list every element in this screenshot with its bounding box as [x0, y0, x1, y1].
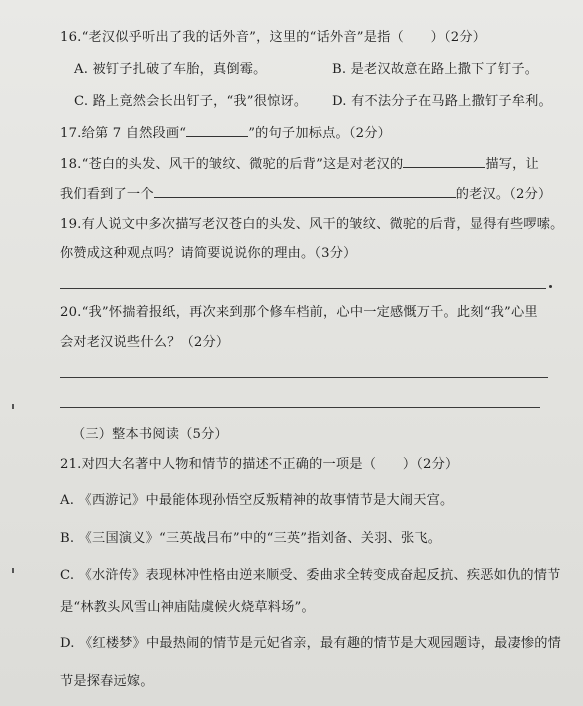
q17-blank — [186, 122, 248, 137]
q18-text-part4: 的老汉。（2分） — [455, 187, 552, 202]
q21-option-c-line1: C. 《水浒传》表现林冲性格由逆来顺受、委曲求全转变成奋起反抗、疾恶如仇的情节 — [60, 568, 561, 583]
q17-text-before: 17.给第 7 自然段画“ — [60, 126, 187, 141]
q16-option-d: D. 有不法分子在马路上撒钉子牟利。 — [332, 94, 552, 109]
q20-line1: 20.“我”怀揣着报纸，再次来到那个修车档前，心中一定感慨万千。此刻“我”心里 — [60, 305, 538, 320]
q19-line1: 19.有人说文中多次描写老汉苍白的头发、风干的皱纹、微驼的后背，显得有些啰嗦。 — [60, 217, 564, 232]
section3-title: （三）整本书阅读（5分） — [72, 427, 228, 442]
q21-option-d-line2: 节是探春远嫁。 — [60, 674, 154, 689]
q16-option-b: B. 是老汉故意在路上撒下了钉子。 — [332, 62, 539, 77]
q18-blank-2 — [154, 183, 456, 198]
q18-text-part1: 18.“苍白的头发、风干的皱纹、微驼的后背”这是对老汉的 — [60, 157, 404, 172]
paper-edge-mark — [12, 404, 14, 409]
q18-blank-1 — [403, 153, 485, 168]
q19-line2: 你赞成这种观点吗？请简要说说你的理由。（3分） — [60, 246, 357, 261]
q21-option-d-line1: D. 《红楼梦》中最热闹的情节是元妃省亲，最有趣的情节是大观园题诗，最凄惨的情 — [60, 636, 562, 651]
q20-line2: 会对老汉说些什么？（2分） — [60, 335, 230, 350]
paper-edge-mark — [12, 568, 14, 573]
q18-text-part2: 描写，让 — [485, 157, 539, 172]
q17-line — [60, 122, 391, 144]
q19-answer-end-dot — [549, 285, 552, 288]
q17-text-after: ”的句子加标点。（2分） — [248, 126, 392, 141]
q21-option-b: B. 《三国演义》“三英战吕布”中的“三英”指刘备、关羽、张飞。 — [60, 531, 442, 546]
q16-stem: 16.“老汉似乎听出了我的话外音”，这里的“话外音”是指（ ）（2分） — [60, 30, 487, 45]
q18-line1 — [60, 153, 539, 175]
q18-line2 — [60, 183, 551, 205]
q16-option-c: C. 路上竟然会长出钉子，“我”很惊讶。 — [74, 94, 308, 109]
q16-option-a: A. 被钉子扎破了车胎，真倒霉。 — [74, 62, 267, 77]
q19-answer-line — [60, 288, 546, 289]
q20-answer-line-2 — [60, 407, 540, 408]
q18-text-part3: 我们看到了一个 — [60, 187, 154, 202]
q21-option-c-line2: 是“林教头风雪山神庙陆虞候火烧草料场”。 — [60, 600, 315, 615]
q21-option-a: A. 《西游记》中最能体现孙悟空反叛精神的故事情节是大闹天宫。 — [60, 493, 454, 508]
q21-stem: 21.对四大名著中人物和情节的描述不正确的一项是（ ）（2分） — [60, 457, 459, 472]
q20-answer-line-1 — [60, 377, 548, 378]
